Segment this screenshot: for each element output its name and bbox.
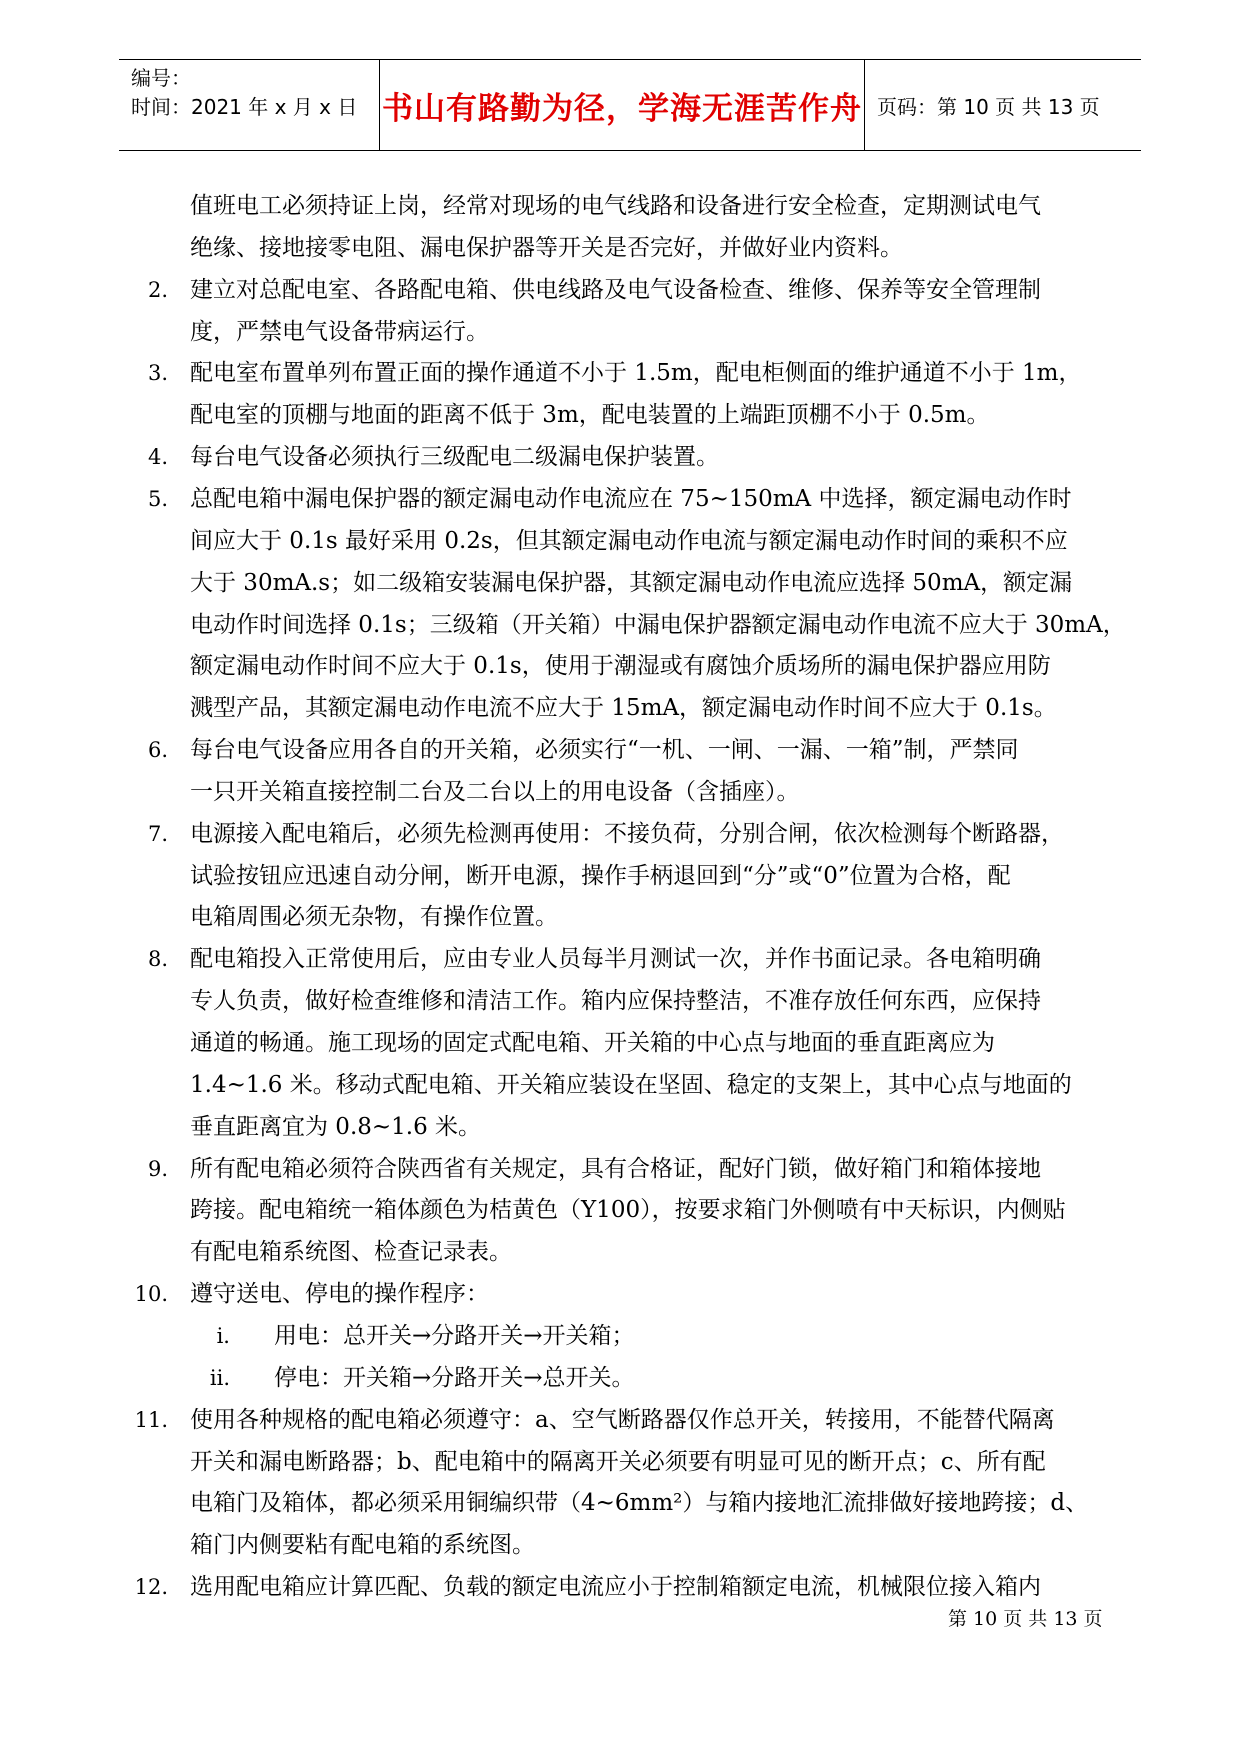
body-text-line: 大于 30mA.s；如二级箱安装漏电保护器，其额定漏电动作电流应选择 50mA，额定漏	[190, 569, 1073, 596]
sub-item-number: ii.	[209, 1365, 230, 1390]
page-footer: 第 10 页 共 13 页	[948, 1608, 1103, 1630]
header-page-label: 页码：第 10 页 共 13 页	[877, 94, 1100, 119]
body-text-line: 有配电箱系统图、检查记录表。	[190, 1239, 512, 1266]
body-text-line: 电箱门及箱体，都必须采用铜编织带（4~6mm²）与箱内接地汇流排做好接地跨接；d、	[190, 1490, 1089, 1517]
body-text-line: 电箱周围必须无杂物，有操作位置。	[190, 904, 558, 931]
item-number: 6.	[147, 738, 168, 763]
item-number: 2.	[147, 277, 168, 302]
body-text-line: 间应大于 0.1s 最好采用 0.2s，但其额定漏电动作电流与额定漏电动作时间的乘积不应	[190, 527, 1068, 554]
body-text-line: 选用配电箱应计算匹配、负载的额定电流应小于控制箱额定电流，机械限位接入箱内	[190, 1574, 1041, 1601]
body-text-line: 总配电箱中漏电保护器的额定漏电动作电流应在 75~150mA 中选择，额定漏电动作时	[190, 485, 1072, 512]
body-text-line: 1.4~1.6 米。移动式配电箱、开关箱应装设在坚固、稳定的支架上，其中心点与地面的	[190, 1071, 1072, 1098]
body-text-line: 溅型产品，其额定漏电动作电流不应大于 15mA，额定漏电动作时间不应大于 0.1s。	[190, 695, 1057, 722]
item-number: 9.	[147, 1156, 168, 1181]
body-text-line: 电源接入配电箱后，必须先检测再使用：不接负荷，分别合闸，依次检测每个断路器，	[190, 820, 1064, 847]
sub-item-number: i.	[216, 1323, 230, 1348]
item-number: 8.	[147, 947, 168, 972]
body-text-line: 配电室布置单列布置正面的操作通道不小于 1.5m，配电柜侧面的维护通道不小于 1m，	[190, 360, 1082, 387]
body-text-line: 遵守送电、停电的操作程序：	[190, 1281, 489, 1308]
body-text-line: 每台电气设备应用各自的开关箱，必须实行“一机、一闸、一漏、一箱”制，严禁同	[190, 737, 1019, 764]
body-text-line: 垂直距离宜为 0.8~1.6 米。	[190, 1113, 482, 1140]
body-text-line: 使用各种规格的配电箱必须遵守：a、空气断路器仅作总开关，转接用，不能替代隔离	[190, 1406, 1055, 1433]
body-text-line: 配电箱投入正常使用后，应由专业人员每半月测试一次，并作书面记录。各电箱明确	[190, 946, 1041, 973]
body-text-line: 专人负责，做好检查维修和清洁工作。箱内应保持整洁，不准存放任何东西，应保持	[190, 988, 1041, 1015]
item-number: 7.	[147, 821, 168, 846]
body-text-line: 试验按钮应迅速自动分闸，断开电源，操作手柄退回到“分”或“0”位置为合格，配	[190, 862, 1011, 889]
body-text-line: 一只开关箱直接控制二台及二台以上的用电设备（含插座）。	[190, 778, 800, 805]
body-text-line: 配电室的顶棚与地面的距离不低于 3m，配电装置的上端距顶棚不小于 0.5m。	[190, 402, 990, 429]
body-text-line: 额定漏电动作时间不应大于 0.1s，使用于潮湿或有腐蚀介质场所的漏电保护器应用防	[190, 653, 1051, 680]
document-date-label: 时间：2021 年 x 月 x 日	[131, 95, 358, 119]
body-text-line: 每台电气设备必须执行三级配电二级漏电保护装置。	[190, 444, 719, 471]
body-text-line: 值班电工必须持证上岗，经常对现场的电气线路和设备进行安全检查，定期测试电气	[190, 193, 1041, 219]
header-motto-cell	[379, 60, 865, 150]
item-number: 3.	[147, 361, 168, 386]
item-number: 11.	[134, 1407, 168, 1432]
body-text-line: 跨接。配电箱统一箱体颜色为桔黄色（Y100），按要求箱门外侧喷有中天标识，内侧贴	[190, 1197, 1066, 1224]
body-text-line: 用电：总开关→分路开关→开关箱；	[274, 1322, 635, 1349]
body-text-line: 所有配电箱必须符合陕西省有关规定，具有合格证，配好门锁，做好箱门和箱体接地	[190, 1155, 1041, 1182]
body-text-line: 箱门内侧要粘有配电箱的系统图。	[190, 1532, 535, 1559]
page-header	[119, 59, 1141, 151]
body-text-line: 通道的畅通。施工现场的固定式配电箱、开关箱的中心点与地面的垂直距离应为	[190, 1030, 995, 1056]
body-text-line: 绝缘、接地接零电阻、漏电保护器等开关是否完好，并做好业内资料。	[190, 234, 903, 261]
header-motto: 书山有路勤为径，学海无涯苦作舟	[382, 90, 862, 127]
item-number: 5.	[147, 486, 168, 511]
item-number: 10.	[134, 1282, 168, 1307]
item-number: 12.	[134, 1575, 168, 1600]
header-meta	[119, 60, 379, 150]
item-number: 4.	[147, 445, 168, 470]
body-text-line: 电动作时间选择 0.1s；三级箱（开关箱）中漏电保护器额定漏电动作电流不应大于 30mA，	[190, 611, 1126, 638]
body-text-line: 停电：开关箱→分路开关→总开关。	[274, 1364, 635, 1391]
body-text-line: 建立对总配电室、各路配电箱、供电线路及电气设备检查、维修、保养等安全管理制	[190, 276, 1041, 303]
document-number-label: 编号：	[131, 66, 191, 90]
header-page-cell	[865, 60, 1141, 150]
body-text-line: 开关和漏电断路器；b、配电箱中的隔离开关必须要有明显可见的断开点；c、所有配	[190, 1448, 1046, 1475]
body-text-line: 度，严禁电气设备带病运行。	[190, 318, 489, 345]
